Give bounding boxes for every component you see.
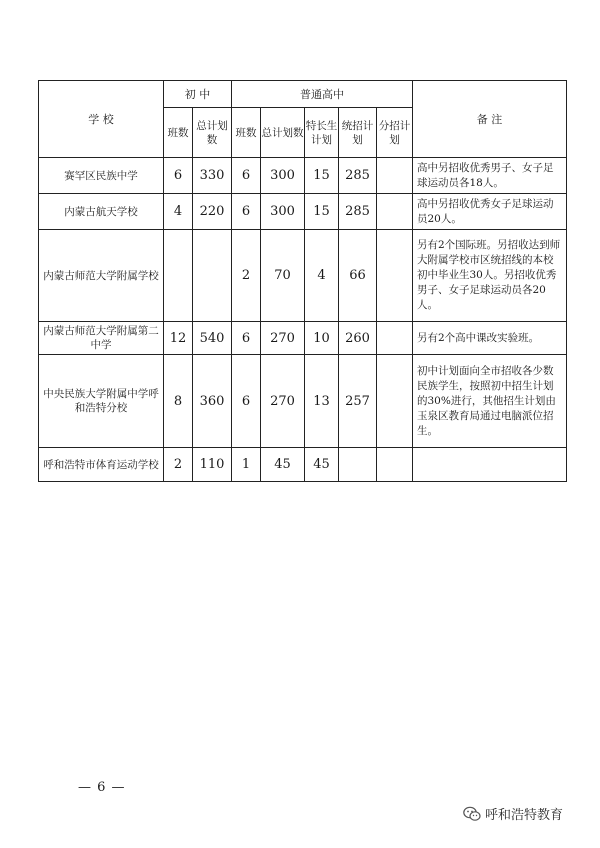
junior-total: 360 bbox=[193, 355, 232, 448]
unified-plan bbox=[339, 448, 377, 482]
junior-total: 220 bbox=[193, 194, 232, 230]
district-plan bbox=[377, 158, 413, 194]
remarks: 高中另招收优秀女子足球运动员20人。 bbox=[413, 194, 567, 230]
school-name: 内蒙古师范大学附属第二中学 bbox=[39, 322, 164, 355]
special-plan: 15 bbox=[305, 194, 339, 230]
header-remarks: 备 注 bbox=[413, 81, 567, 158]
senior-total: 45 bbox=[261, 448, 305, 482]
header-junior-total: 总计划数 bbox=[193, 108, 232, 158]
header-unified: 统招计划 bbox=[339, 108, 377, 158]
senior-total: 70 bbox=[261, 230, 305, 322]
remarks: 初中计划面向全市招收各少数民族学生，按照初中招生计划的30%进行，其他招生计划由玉泉区教育局通过电脑派位招生。 bbox=[413, 355, 567, 448]
table-row bbox=[39, 355, 567, 448]
wechat-icon bbox=[463, 806, 481, 822]
school-name: 呼和浩特市体育运动学校 bbox=[39, 448, 164, 482]
junior-total: 330 bbox=[193, 158, 232, 194]
watermark bbox=[463, 804, 563, 823]
junior-classes: 2 bbox=[164, 448, 193, 482]
junior-classes: 12 bbox=[164, 322, 193, 355]
junior-total: 110 bbox=[193, 448, 232, 482]
page-number: — 6 — bbox=[78, 780, 126, 795]
unified-plan: 285 bbox=[339, 194, 377, 230]
junior-classes: 8 bbox=[164, 355, 193, 448]
header-school: 学 校 bbox=[39, 81, 164, 158]
senior-classes: 2 bbox=[232, 230, 261, 322]
school-name: 内蒙古航天学校 bbox=[39, 194, 164, 230]
header-junior: 初 中 bbox=[164, 81, 232, 108]
district-plan bbox=[377, 448, 413, 482]
unified-plan: 260 bbox=[339, 322, 377, 355]
table-row bbox=[39, 322, 567, 355]
senior-classes: 6 bbox=[232, 158, 261, 194]
district-plan bbox=[377, 230, 413, 322]
header-senior: 普通高中 bbox=[232, 81, 413, 108]
school-name: 内蒙古师范大学附属学校 bbox=[39, 230, 164, 322]
special-plan: 45 bbox=[305, 448, 339, 482]
table-row bbox=[39, 194, 567, 230]
senior-total: 270 bbox=[261, 322, 305, 355]
table-row bbox=[39, 448, 567, 482]
header-district: 分招计划 bbox=[377, 108, 413, 158]
junior-classes: 4 bbox=[164, 194, 193, 230]
senior-classes: 6 bbox=[232, 355, 261, 448]
district-plan bbox=[377, 322, 413, 355]
junior-total bbox=[193, 230, 232, 322]
junior-classes: 6 bbox=[164, 158, 193, 194]
special-plan: 4 bbox=[305, 230, 339, 322]
special-plan: 13 bbox=[305, 355, 339, 448]
school-name: 赛罕区民族中学 bbox=[39, 158, 164, 194]
header-junior-classes: 班数 bbox=[164, 108, 193, 158]
enrollment-plan-table bbox=[38, 80, 567, 482]
header-special: 特长生计划 bbox=[305, 108, 339, 158]
header-senior-total: 总计划数 bbox=[261, 108, 305, 158]
header-senior-classes: 班数 bbox=[232, 108, 261, 158]
senior-classes: 1 bbox=[232, 448, 261, 482]
remarks: 另有2个国际班。另招收达到师大附属学校市区统招线的本校初中毕业生30人。另招收优秀男子、女子足球运动员各20人。 bbox=[413, 230, 567, 322]
special-plan: 15 bbox=[305, 158, 339, 194]
senior-total: 270 bbox=[261, 355, 305, 448]
watermark-text: 呼和浩特教育 bbox=[485, 808, 564, 823]
remarks bbox=[413, 448, 567, 482]
district-plan bbox=[377, 194, 413, 230]
school-name: 中央民族大学附属中学呼和浩特分校 bbox=[39, 355, 164, 448]
district-plan bbox=[377, 355, 413, 448]
senior-classes: 6 bbox=[232, 194, 261, 230]
junior-total: 540 bbox=[193, 322, 232, 355]
unified-plan: 285 bbox=[339, 158, 377, 194]
senior-classes: 6 bbox=[232, 322, 261, 355]
unified-plan: 257 bbox=[339, 355, 377, 448]
senior-total: 300 bbox=[261, 194, 305, 230]
remarks: 另有2个高中课改实验班。 bbox=[413, 322, 567, 355]
junior-classes bbox=[164, 230, 193, 322]
table-row bbox=[39, 158, 567, 194]
unified-plan: 66 bbox=[339, 230, 377, 322]
remarks: 高中另招收优秀男子、女子足球运动员各18人。 bbox=[413, 158, 567, 194]
table-row bbox=[39, 230, 567, 322]
special-plan: 10 bbox=[305, 322, 339, 355]
senior-total: 300 bbox=[261, 158, 305, 194]
